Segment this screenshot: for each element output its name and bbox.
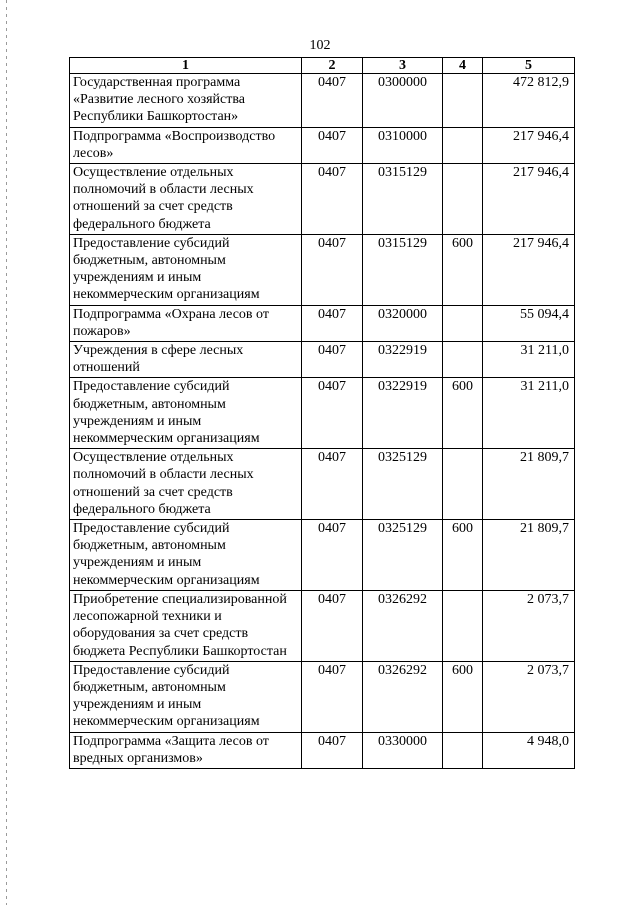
cell-name: Подпрограмма «Защита лесов от вредных организмов» — [70, 732, 302, 768]
cell-amount: 217 946,4 — [483, 127, 575, 163]
table-row — [70, 732, 575, 768]
scan-edge-mark — [6, 0, 7, 905]
cell-section: 0407 — [302, 732, 363, 768]
table-row — [70, 127, 575, 163]
table-header — [70, 58, 575, 74]
cell-section: 0407 — [302, 378, 363, 449]
table-row — [70, 449, 575, 520]
column-header-amount: 5 — [483, 58, 575, 74]
cell-name: Учреждения в сфере лесных отношений — [70, 342, 302, 378]
cell-section: 0407 — [302, 234, 363, 305]
table-body — [70, 74, 575, 769]
table-row — [70, 164, 575, 235]
table-row — [70, 234, 575, 305]
cell-target-code: 0325129 — [363, 449, 443, 520]
budget-table — [69, 57, 575, 769]
page-number: 102 — [309, 38, 331, 53]
table-row — [70, 305, 575, 341]
cell-amount: 31 211,0 — [483, 342, 575, 378]
cell-name: Подпрограмма «Охрана лесов от пожаров» — [70, 305, 302, 341]
cell-expense-type: 600 — [443, 520, 483, 591]
cell-expense-type — [443, 449, 483, 520]
cell-target-code: 0315129 — [363, 234, 443, 305]
table-row — [70, 520, 575, 591]
cell-target-code: 0315129 — [363, 164, 443, 235]
cell-section: 0407 — [302, 127, 363, 163]
cell-name: Государственная программа «Развитие лесного хозяйства Республики Башкортостан» — [70, 74, 302, 128]
cell-expense-type: 600 — [443, 661, 483, 732]
cell-name: Предоставление субсидий бюджетным, автономным учреждениям и иным некоммерческим организациям — [70, 234, 302, 305]
cell-name: Предоставление субсидий бюджетным, автономным учреждениям и иным некоммерческим организациям — [70, 520, 302, 591]
cell-section: 0407 — [302, 342, 363, 378]
cell-expense-type — [443, 127, 483, 163]
table-row — [70, 661, 575, 732]
column-header-section: 2 — [302, 58, 363, 74]
cell-target-code: 0330000 — [363, 732, 443, 768]
budget-table-container — [69, 57, 574, 769]
cell-amount: 31 211,0 — [483, 378, 575, 449]
cell-expense-type — [443, 305, 483, 341]
column-header-name: 1 — [70, 58, 302, 74]
cell-name: Осуществление отдельных полномочий в области лесных отношений за счет средств федерального бюджета — [70, 164, 302, 235]
cell-section: 0407 — [302, 164, 363, 235]
table-row — [70, 590, 575, 661]
cell-target-code: 0326292 — [363, 590, 443, 661]
column-header-type: 4 — [443, 58, 483, 74]
cell-target-code: 0300000 — [363, 74, 443, 128]
cell-amount: 4 948,0 — [483, 732, 575, 768]
cell-section: 0407 — [302, 661, 363, 732]
cell-amount: 2 073,7 — [483, 661, 575, 732]
cell-section: 0407 — [302, 520, 363, 591]
cell-target-code: 0322919 — [363, 378, 443, 449]
cell-section: 0407 — [302, 305, 363, 341]
cell-target-code: 0322919 — [363, 342, 443, 378]
table-row — [70, 74, 575, 128]
cell-target-code: 0325129 — [363, 520, 443, 591]
table-row — [70, 342, 575, 378]
cell-expense-type — [443, 74, 483, 128]
cell-amount: 21 809,7 — [483, 449, 575, 520]
cell-target-code: 0310000 — [363, 127, 443, 163]
cell-expense-type — [443, 342, 483, 378]
cell-expense-type — [443, 732, 483, 768]
cell-amount: 217 946,4 — [483, 234, 575, 305]
cell-section: 0407 — [302, 590, 363, 661]
cell-name: Подпрограмма «Воспроизводство лесов» — [70, 127, 302, 163]
cell-section: 0407 — [302, 449, 363, 520]
cell-target-code: 0320000 — [363, 305, 443, 341]
cell-amount: 472 812,9 — [483, 74, 575, 128]
cell-expense-type — [443, 164, 483, 235]
header-row — [70, 58, 575, 74]
column-header-target: 3 — [363, 58, 443, 74]
table-row — [70, 378, 575, 449]
cell-amount: 55 094,4 — [483, 305, 575, 341]
cell-amount: 217 946,4 — [483, 164, 575, 235]
cell-section: 0407 — [302, 74, 363, 128]
cell-target-code: 0326292 — [363, 661, 443, 732]
cell-name: Предоставление субсидий бюджетным, автономным учреждениям и иным некоммерческим организациям — [70, 378, 302, 449]
cell-amount: 21 809,7 — [483, 520, 575, 591]
cell-expense-type: 600 — [443, 234, 483, 305]
cell-name: Осуществление отдельных полномочий в области лесных отношений за счет средств федерального бюджета — [70, 449, 302, 520]
cell-expense-type: 600 — [443, 378, 483, 449]
cell-amount: 2 073,7 — [483, 590, 575, 661]
cell-name: Предоставление субсидий бюджетным, автономным учреждениям и иным некоммерческим организациям — [70, 661, 302, 732]
cell-expense-type — [443, 590, 483, 661]
cell-name: Приобретение специализированной лесопожарной техники и оборудования за счет средств бюджета Республики Башкортостан — [70, 590, 302, 661]
